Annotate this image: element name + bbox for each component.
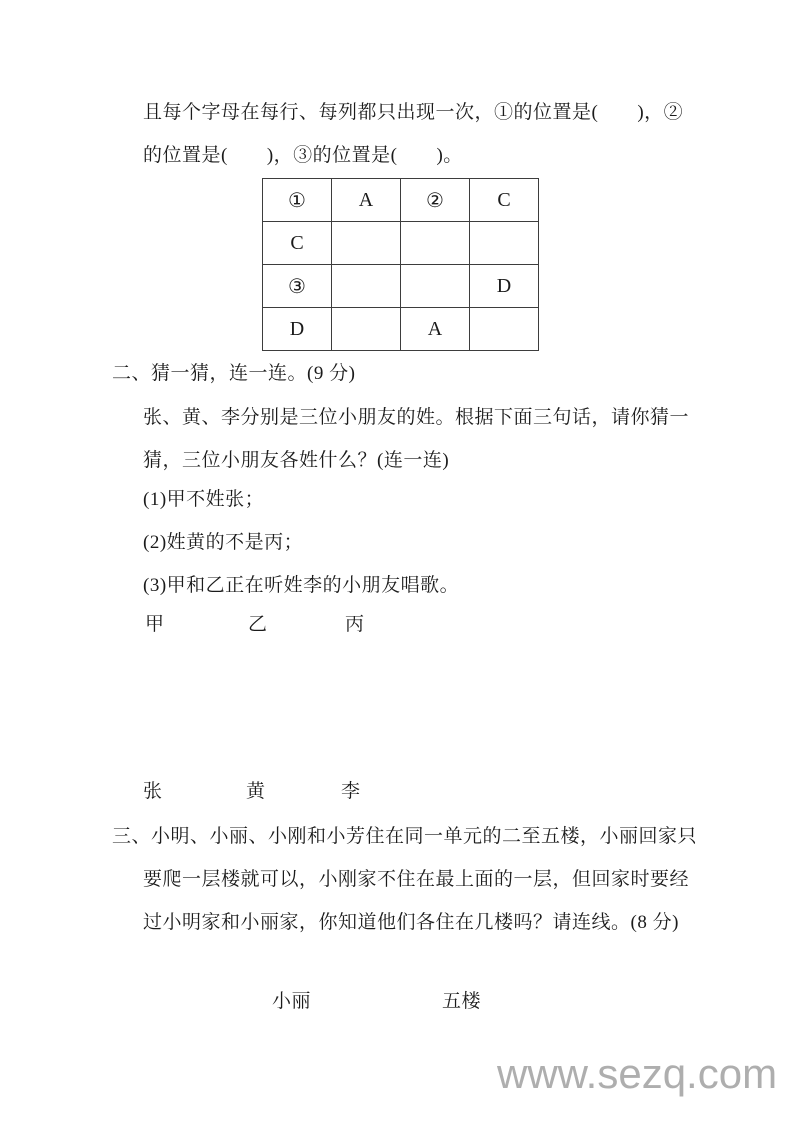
grid-cell (332, 222, 401, 265)
grid-cell: D (263, 308, 332, 351)
section2-heading: 二、猜一猜，连一连。(9 分) (112, 363, 356, 384)
match-item-xiaoli: 小丽 (272, 991, 312, 1012)
match-item-jia: 甲 (145, 614, 165, 635)
match-item-zhang: 张 (143, 781, 163, 802)
table-row (263, 265, 539, 308)
match-item-bing: 丙 (345, 614, 365, 635)
grid-cell: C (263, 222, 332, 265)
section3-heading-line1: 三、小明、小丽、小刚和小芳住在同一单元的二至五楼，小丽回家只 (112, 826, 698, 847)
grid-cell: A (401, 308, 470, 351)
clue-1: (1)甲不姓张； (143, 489, 265, 510)
grid-cell (401, 265, 470, 308)
grid-cell: A (332, 179, 401, 222)
section3-line2: 要爬一层楼就可以，小刚家不住在最上面的一层，但回家时要经 (143, 869, 690, 890)
grid-cell (332, 308, 401, 351)
grid-cell: D (470, 265, 539, 308)
letter-grid-table (262, 178, 539, 351)
grid-cell: C (470, 179, 539, 222)
question1-text-line2: 的位置是( )，③的位置是( )。 (143, 145, 463, 166)
table-row (263, 222, 539, 265)
section2-intro-line2: 猜，三位小朋友各姓什么？(连一连) (143, 450, 450, 471)
grid-cell (470, 222, 539, 265)
section2-intro-line1: 张、黄、李分别是三位小朋友的姓。根据下面三句话，请你猜一 (143, 407, 690, 428)
clue-2: (2)姓黄的不是丙； (143, 532, 304, 553)
grid-cell (470, 308, 539, 351)
match-item-yi: 乙 (248, 614, 268, 635)
table-row (263, 308, 539, 351)
watermark: www.sezq.com (497, 1050, 778, 1097)
grid-cell: ① (263, 179, 332, 222)
table-row (263, 179, 539, 222)
match-item-li: 李 (341, 781, 361, 802)
section3-line3: 过小明家和小丽家，你知道他们各住在几楼吗？请连线。(8 分) (143, 912, 679, 933)
grid-cell: ③ (263, 265, 332, 308)
grid-cell: ② (401, 179, 470, 222)
grid-cell (401, 222, 470, 265)
question1-text-line1: 且每个字母在每行、每列都只出现一次，①的位置是( )，② (143, 102, 684, 123)
clue-3: (3)甲和乙正在听姓李的小朋友唱歌。 (143, 575, 460, 596)
match-item-huang: 黄 (246, 781, 266, 802)
grid-cell (332, 265, 401, 308)
match-item-wulou: 五楼 (442, 991, 482, 1012)
